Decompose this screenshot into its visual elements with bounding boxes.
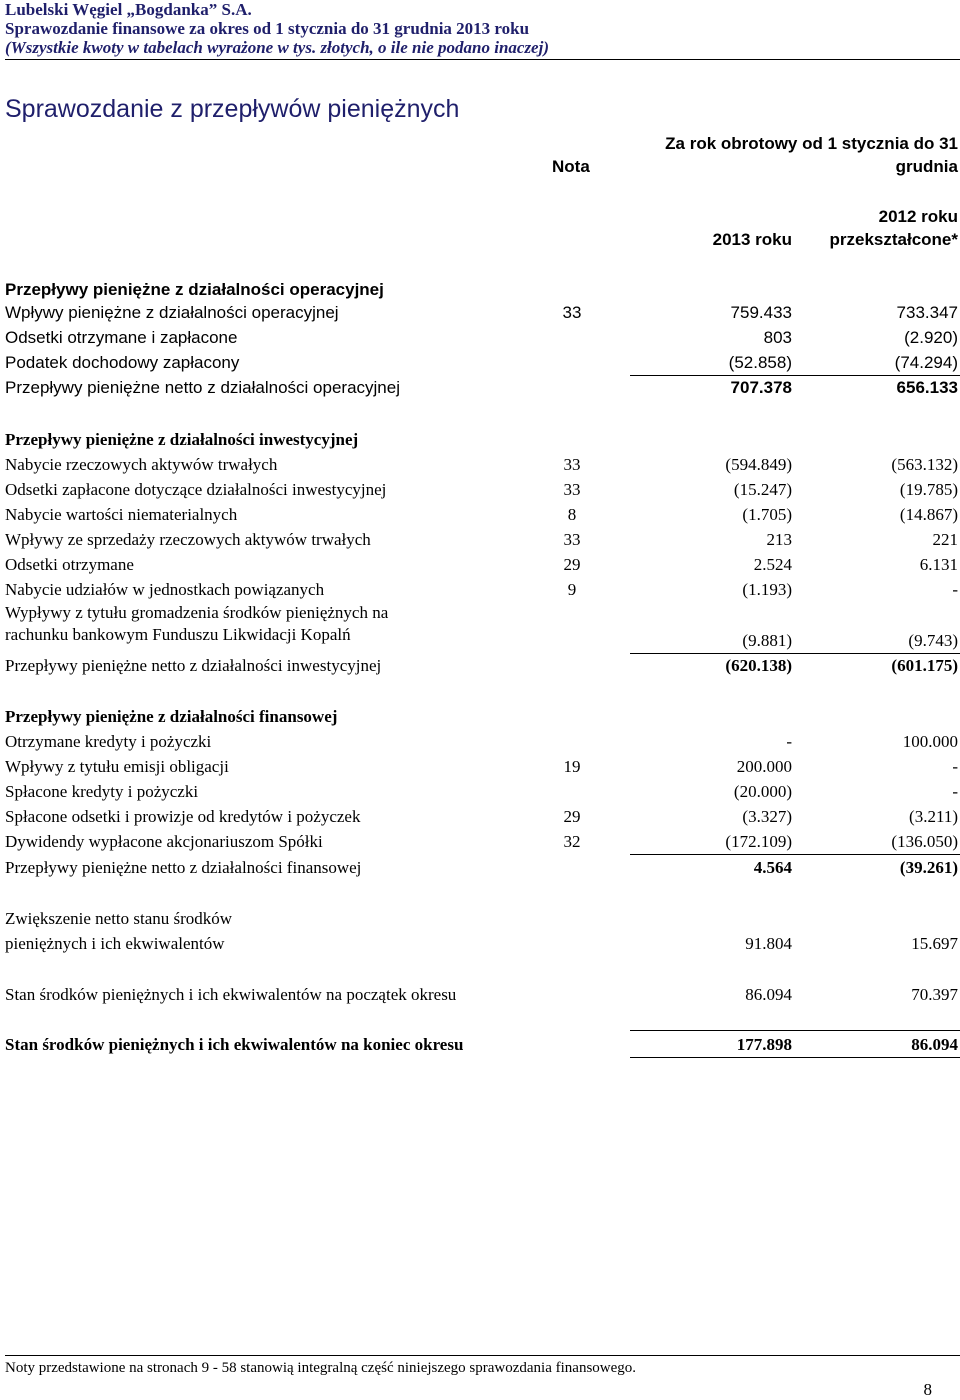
investing-row-label: Wpływy ze sprzedaży rzeczowych aktywów trwałych (5, 530, 371, 549)
operating-total-label: Przepływy pieniężne netto z działalności operacyjnej (5, 378, 400, 397)
investing-row-2013: (15.247) (733, 480, 792, 499)
financing-row-2013: (3.327) (742, 807, 792, 826)
investing-row-label: Nabycie wartości niematerialnych (5, 505, 238, 524)
investing-row-note: 33 (563, 480, 581, 499)
financing-row-2013: - (786, 732, 792, 751)
page-number: 8 (923, 1380, 932, 1399)
financing-row-label: Wpływy z tytułu emisji obligacji (5, 757, 229, 776)
net-change-label: Zwiększenie netto stanu środków (5, 909, 233, 928)
investing-total-label: Przepływy pieniężne netto z działalności inwestycyjnej (5, 656, 382, 675)
period-heading-line1: Za rok obrotowy od 1 stycznia do 31 (665, 134, 958, 153)
operating-section-heading: Przepływy pieniężne z działalności operacyjnej (5, 280, 384, 299)
operating-row-2012: (74.294) (894, 353, 958, 372)
opening-balance-2012: 70.397 (911, 985, 958, 1004)
investing-row-2013: (9.881) (742, 631, 792, 650)
financing-row-label: Spłacone odsetki i prowizje od kredytów i pożyczek (5, 807, 361, 826)
investing-row-note: 33 (563, 530, 581, 549)
investing-row-2012: (9.743) (908, 631, 958, 650)
financing-row-2013: (172.109) (725, 832, 792, 851)
investing-row-label: Odsetki zapłacone dotyczące działalności inwestycyjnej (5, 480, 387, 499)
investing-row-2013: (594.849) (725, 455, 792, 474)
note-column-heading: Nota (552, 157, 590, 176)
investing-row-2013: (1.193) (742, 580, 792, 599)
opening-balance-label: Stan środków pieniężnych i ich ekwiwalentów na początek okresu (5, 985, 457, 1004)
financing-row-2013: (20.000) (733, 782, 792, 801)
operating-total-2012: 656.133 (896, 378, 958, 397)
closing-balance-label: Stan środków pieniężnych i ich ekwiwalentów na koniec okresu (5, 1035, 464, 1054)
financing-row-2012: 100.000 (902, 732, 958, 751)
column-2013-heading: 2013 roku (712, 230, 792, 249)
closing-balance-2013: 177.898 (736, 1035, 792, 1054)
operating-row-2013: 759.433 (730, 303, 792, 322)
financing-row-2012: (136.050) (891, 832, 958, 851)
investing-row-2013: 213 (766, 530, 792, 549)
operating-row-label: Odsetki otrzymane i zapłacone (5, 328, 238, 347)
financing-total-2013: 4.564 (753, 858, 792, 877)
operating-row-2013: (52.858) (728, 353, 792, 372)
financing-row-note: 29 (563, 807, 581, 826)
financing-row-note: 32 (563, 832, 581, 851)
footer-divider (5, 1355, 960, 1356)
header-divider (5, 59, 960, 60)
investing-row-note: 9 (567, 580, 577, 599)
closing-balance-top-rule (630, 1030, 960, 1031)
financing-row-note: 19 (563, 757, 581, 776)
investing-row-label: Nabycie udziałów w jednostkach powiązanych (5, 580, 325, 599)
footer-note: Noty przedstawione na stronach 9 - 58 stanowią integralną część niniejszego sprawozdania finansowego. (5, 1360, 637, 1376)
operating-row-2013: 803 (763, 328, 792, 347)
financing-total-label: Przepływy pieniężne netto z działalności finansowej (5, 858, 362, 877)
investing-total-2012: (601.175) (891, 656, 958, 675)
operating-row-label: Wpływy pieniężne z działalności operacyjnej (5, 303, 339, 322)
financing-section-heading: Przepływy pieniężne z działalności finansowej (5, 707, 338, 726)
financing-row-2012: - (952, 782, 958, 801)
column-2012-heading-line2: przekształcone* (829, 230, 958, 249)
investing-row-label: Odsetki otrzymane (5, 555, 134, 574)
operating-row-2012: 733.347 (896, 303, 958, 322)
page-title: Sprawozdanie z przepływów pieniężnych (5, 95, 460, 123)
financing-row-2013: 200.000 (736, 757, 792, 776)
operating-row-2012: (2.920) (904, 328, 958, 347)
investing-row-note: 33 (563, 455, 581, 474)
investing-total-2013: (620.138) (725, 656, 792, 675)
column-2012-heading-line1: 2012 roku (878, 207, 958, 226)
report-period: Sprawozdanie finansowe za okres od 1 stycznia do 31 grudnia 2013 roku (5, 19, 530, 38)
closing-balance-bottom-rule (630, 1057, 960, 1058)
investing-row-2012: - (952, 580, 958, 599)
operating-total-rule (630, 375, 960, 376)
operating-row-note: 33 (562, 303, 582, 322)
financing-row-2012: - (952, 757, 958, 776)
investing-row-label: Wypływy z tytułu gromadzenia środków pieniężnych na (5, 603, 389, 622)
financing-row-label: Spłacone kredyty i pożyczki (5, 782, 199, 801)
investing-row-2012: (563.132) (891, 455, 958, 474)
investing-row-2012: 221 (932, 530, 958, 549)
investing-row-note: 29 (563, 555, 581, 574)
investing-row-2012: (14.867) (899, 505, 958, 524)
financing-row-label: Dywidendy wypłacone akcjonariuszom Spółki (5, 832, 323, 851)
operating-total-2013: 707.378 (730, 378, 792, 397)
investing-total-rule (630, 653, 960, 654)
operating-row-label: Podatek dochodowy zapłacony (5, 353, 240, 372)
investing-row-2012: (19.785) (899, 480, 958, 499)
closing-balance-2012: 86.094 (911, 1035, 958, 1054)
investing-row-2013: 2.524 (753, 555, 792, 574)
net-change-label-continued: pieniężnych i ich ekwiwalentów (5, 934, 225, 953)
financing-row-2012: (3.211) (909, 807, 958, 826)
investing-row-label: Nabycie rzeczowych aktywów trwałych (5, 455, 278, 474)
financing-total-2012: (39.261) (899, 858, 958, 877)
net-change-2012: 15.697 (911, 934, 958, 953)
opening-balance-2013: 86.094 (745, 985, 792, 1004)
investing-row-note: 8 (567, 505, 577, 524)
investing-row-2012: 6.131 (919, 555, 958, 574)
investing-row-2013: (1.705) (742, 505, 792, 524)
investing-row-label-continued: rachunku bankowym Funduszu Likwidacji Kopalń (5, 625, 351, 644)
financing-total-rule (630, 854, 960, 855)
units-note: (Wszystkie kwoty w tabelach wyrażone w tys. złotych, o ile nie podano inaczej) (5, 38, 549, 57)
net-change-2013: 91.804 (745, 934, 792, 953)
company-name: Lubelski Węgiel „Bogdanka” S.A. (5, 0, 252, 19)
investing-section-heading: Przepływy pieniężne z działalności inwestycyjnej (5, 430, 359, 449)
financing-row-label: Otrzymane kredyty i pożyczki (5, 732, 212, 751)
period-heading-line2: grudnia (895, 157, 958, 176)
